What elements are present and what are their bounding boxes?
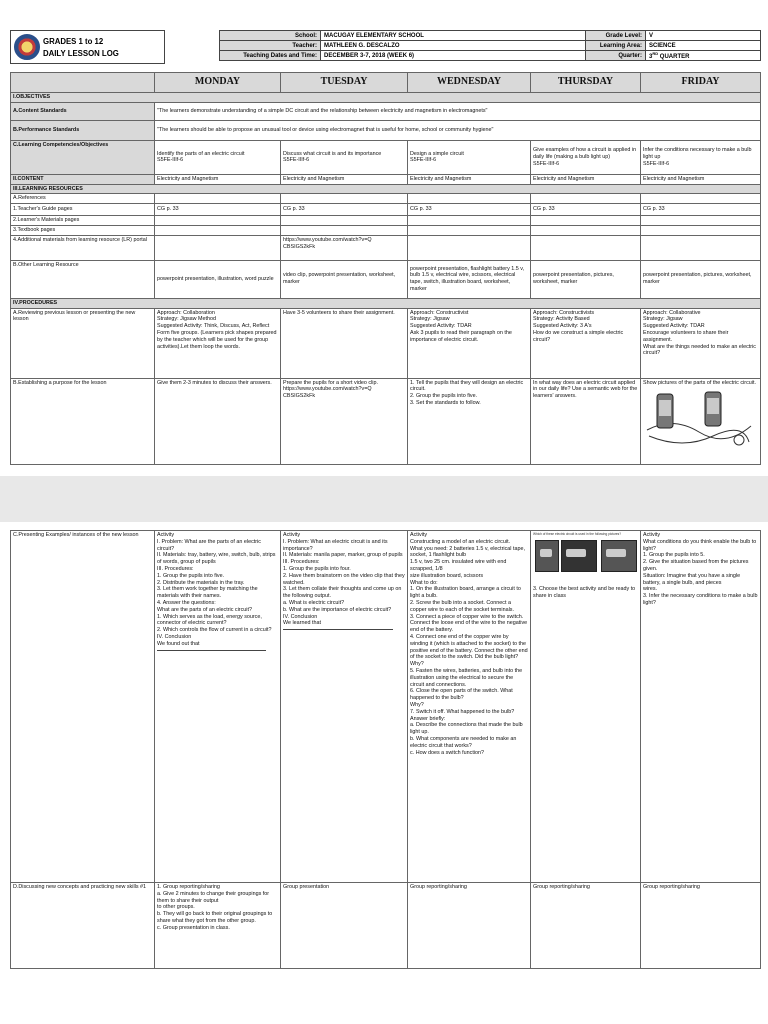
appliance-pictures <box>533 536 638 586</box>
quarter-number: 3 <box>649 54 653 60</box>
list-item <box>281 531 408 883</box>
list-item: 1. Group reporting/sharing a. Give 2 minutes to change their groupings for them to share their output to other groups. b. They will go back to their original groupings to share what they got from the other group. c. Group presentation in class. <box>155 883 281 969</box>
quarter-suffix: RD <box>652 51 659 56</box>
table-row <box>11 378 761 464</box>
objectives-heading: I.OBJECTIVES <box>11 93 761 103</box>
list-item: Prepare the pupils for a short video clip. https://www.youtube.com/watch?v=Q CBSIGS2kFk <box>281 378 408 464</box>
corner-cell <box>11 73 155 93</box>
school-value: MACUGAY ELEMENTARY SCHOOL <box>321 31 586 41</box>
list-item: Infer the conditions necessary to make a bulb light up S5FE-IIIf-6 <box>641 140 761 174</box>
list-item: Give examples of how a circuit is applied in daily life (making a bulb light up) S5FE-IIIf-6 <box>531 140 641 174</box>
header-title-box <box>10 30 165 64</box>
battery-circuit-illustration <box>643 386 755 452</box>
list-item: powerpoint presentation, pictures, worksheet, marker <box>641 260 761 298</box>
purpose-label: B.Establishing a purpose for the lesson <box>11 378 155 464</box>
list-item: Electricity and Magnetism <box>155 174 281 184</box>
grade-label: Grade Level: <box>586 31 646 41</box>
day-tuesday: TUESDAY <box>281 73 408 93</box>
list-item: Approach: Collaboration Strategy: Jigsaw Method Suggested Activity: Think, Discuss, Act, Reflect Form five groups. (Learners pick shapes prepared by the teacher which will be used for the group activities).Let them loop the words. <box>155 308 281 378</box>
list-item: Identify the parts of an electric circuit S5FE-IIIf-6 <box>155 140 281 174</box>
list-item: powerpoint presentation, pictures, worksheet, marker <box>531 260 641 298</box>
picture-tile <box>561 540 597 572</box>
table-row <box>11 102 761 120</box>
area-value: SCIENCE <box>646 41 761 51</box>
list-item: CG p. 33 <box>155 204 281 216</box>
header-info-table <box>219 30 761 61</box>
additional-link[interactable]: https://www.youtube.com/watch?v=Q CBSIGS2kFk <box>281 235 408 260</box>
list-item: video clip, powerpoint presentation, worksheet, marker <box>281 260 408 298</box>
presenting-thursday-text: 3. Choose the best activity and be ready to share in class <box>533 586 636 599</box>
lm-pages-label: 2.Learner's Materials pages <box>11 216 155 226</box>
table-row <box>11 531 761 883</box>
list-item: Design a simple circuit S5FE-IIIf-6 <box>408 140 531 174</box>
lesson-log-table-continued <box>10 530 761 969</box>
grades-label: GRADES 1 to 12 <box>43 37 104 46</box>
table-row <box>11 883 761 969</box>
tb-pages-label: 3.Textbook pages <box>11 225 155 235</box>
list-item: Activity Constructing a model of an electric circuit. What you need: 2 batteries 1.5 v, electrical tape, socket, 1 flashlight bulb 1.5 v, two 25 cm. insulated wire with end scrapped, 1/8 size illustration board, scissors What to do: 1. On the illustration board, arrange a circuit to light a bulb. 2. Screw the bulb into a socket. Connect a copper wire to each of the socket terminals. 3. Connect a piece of copper wire to the switch. Connect the loose end of the wire to the negative end of the battery. 4. Connect one end of the copper wire by winding it (which is attached to the socket) to the positive end of the battery. Connect the other end of the socket to the switch. Did the bulb light? Why? 5. Fasten the wires, batteries, and bulb into the illustration using the electrical to secure the circuit and connections. 6. Close the open parts of the switch. What happened to the bulb? Why? 7. Switch it off. What happened to the bulb? Answer briefly: a. Describe the connections that made the bulb light up. b. What components are needed to make an electric circuit that works? c. How does a switch function? <box>408 531 531 883</box>
school-label: School: <box>220 31 321 41</box>
list-item: Discuss what circuit is and its importance S5FE-IIIf-6 <box>281 140 408 174</box>
list-item: CG p. 33 <box>531 204 641 216</box>
purpose-friday-text: Show pictures of the parts of the electric circuit. <box>643 379 756 386</box>
discussing-label: D.Discussing new concepts and practicing new skills #1 <box>11 883 155 969</box>
list-item: CG p. 33 <box>281 204 408 216</box>
table-row <box>11 93 761 103</box>
list-item: Give them 2-3 minutes to discuss their answers. <box>155 378 281 464</box>
list-item: powerpoint presentation, illustration, word puzzle <box>155 260 281 298</box>
list-item: Have 3-5 volunteers to share their assignment. <box>281 308 408 378</box>
thursday-caption: Which of these electric circuit is used in the following pictures? <box>533 532 622 536</box>
table-row <box>11 260 761 298</box>
list-item: CG p. 33 <box>408 204 531 216</box>
list-item: Activity What conditions do you think enable the bulb to light? 1. Group the pupils into 5. 2. Give the situation based from the pictures given. Situation: Imagine that you have a single battery, a single bulb, and pieces wires. 3. Infer the necessary conditions to make a bulb light? <box>641 531 761 883</box>
list-item: Group reporting/sharing <box>641 883 761 969</box>
document-page-1 <box>0 0 768 476</box>
tg-pages-label: 1.Teacher's Guide pages <box>11 204 155 216</box>
performance-standards-text: "The learners should be able to propose an unusual tool or device using electromagnet that is useful for home, school or community hygiene" <box>155 120 761 140</box>
blank-line <box>283 629 393 630</box>
grade-value: V <box>646 31 761 41</box>
list-item: Electricity and Magnetism <box>408 174 531 184</box>
procedures-heading: IV.PROCEDURES <box>11 298 761 308</box>
teacher-value: MATHLEEN G. DESCALZO <box>321 41 586 51</box>
dates-value: DECEMBER 3-7, 2018 (WEEK 6) <box>321 51 586 61</box>
list-item <box>155 531 281 883</box>
day-wednesday: WEDNESDAY <box>408 73 531 93</box>
presenting-tuesday-text: Activity I. Problem: What an electric circuit is and its importance? II. Materials: manila paper, marker, group of pupils III. Procedures: 1. Group the pupils into four. 2. Have them brainstorm on the video clip that they watched. 3. Let them collate their thoughts and come up on the following output. a. What is electric circuit? b. What are the importance of electric circuit? IV. Conclusion We learned that <box>283 532 405 627</box>
blank-line <box>157 650 266 651</box>
teacher-label: Teacher: <box>220 41 321 51</box>
content-label: II.CONTENT <box>11 174 155 184</box>
list-item: Group reporting/sharing <box>531 883 641 969</box>
performance-standards-label: B.Performance Standards <box>11 120 155 140</box>
lesson-log-table <box>10 72 761 465</box>
list-item: Electricity and Magnetism <box>281 174 408 184</box>
picture-tile <box>601 540 637 572</box>
table-row <box>11 140 761 174</box>
dates-label: Teaching Dates and Time: <box>220 51 321 61</box>
list-item: Electricity and Magnetism <box>531 174 641 184</box>
list-item: CG p. 33 <box>641 204 761 216</box>
list-item: In what way does an electric circuit applied in our daily life? Use a semantic web for the learners' answers. <box>531 378 641 464</box>
table-row <box>11 298 761 308</box>
content-standards-text: "The learners demonstrate understanding of a simple DC circuit and the relationship between electricity and magnetism in electromagnets" <box>155 102 761 120</box>
day-monday: MONDAY <box>155 73 281 93</box>
area-label: Learning Area: <box>586 41 646 51</box>
table-row <box>11 204 761 216</box>
log-title: DAILY LESSON LOG <box>43 49 119 58</box>
content-standards-label: A.Content Standards <box>11 102 155 120</box>
presenting-monday-text: Activity I. Problem: What are the parts of an electric circuit? II. Materials: tray, battery, wire, switch, bulb, strips of words, group of pupils III. Procedures: 1. Group the pupils into five. 2. Distribute the materials in the tray. 3. Let them work together by matching the materials with their names. 4. Answer the questions: What are the parts of an electric circuit? 1. Which serves as the load, energy source, connector of electric current? 2. Which controls the flow of current in a circuit? IV. Conclusion We found out that <box>157 532 276 647</box>
table-row <box>11 194 761 204</box>
document-page-2 <box>0 522 768 1024</box>
day-thursday: THURSDAY <box>531 73 641 93</box>
days-header-row <box>11 73 761 93</box>
quarter-word: QUARTER <box>659 54 690 60</box>
list-item: Group presentation <box>281 883 408 969</box>
references-label: A.References <box>11 194 155 204</box>
table-row <box>11 184 761 194</box>
table-row <box>11 308 761 378</box>
list-item: 1. Tell the pupils that they will design an electric circuit. 2. Group the pupils into five. 3. Set the standards to follow. <box>408 378 531 464</box>
list-item: Approach: Constructivist Strategy: Jigsaw Suggested Activity: TDAR Ask 3 pupils to read their paragraph on the importance of electric circuit. <box>408 308 531 378</box>
table-row <box>11 235 761 260</box>
quarter-label: Quarter: <box>586 51 646 61</box>
table-row <box>11 225 761 235</box>
competencies-label: C.Learning Competencies/Objectives <box>11 140 155 174</box>
presenting-label: C.Presenting Examples/ instances of the new lesson <box>11 531 155 883</box>
day-friday: FRIDAY <box>641 73 761 93</box>
list-item <box>531 531 641 883</box>
table-row <box>11 120 761 140</box>
deped-seal-icon <box>14 34 40 60</box>
additional-materials-label: 4.Additional materials from learning resource (LR) portal <box>11 235 155 260</box>
table-row <box>11 216 761 226</box>
list-item <box>641 378 761 464</box>
picture-tile <box>535 540 559 572</box>
list-item: Approach: Collaborative Strategy: Jigsaw Suggested Activity: TDAR Encourage volunteers to share their assignment. What are the things needed to make an electric circuit? <box>641 308 761 378</box>
resources-heading: III.LEARNING RESOURCES <box>11 184 761 194</box>
list-item: Electricity and Magnetism <box>641 174 761 184</box>
other-resource-label: B.Other Learning Resource <box>11 260 155 298</box>
table-row <box>11 174 761 184</box>
list-item: Approach: Constructivists Strategy: Activity Based Suggested Activity: 3 A's How do we construct a simple electric circuit? <box>531 308 641 378</box>
list-item: powerpoint presentation, flashlight battery 1.5 v, bulb 1.5 v, electrical wire, scissors, electrical tape, switch, illustration board, worksheet, marker <box>408 260 531 298</box>
list-item: Group reporting/sharing <box>408 883 531 969</box>
reviewing-label: A.Reviewing previous lesson or presenting the new lesson <box>11 308 155 378</box>
quarter-value <box>646 51 761 61</box>
